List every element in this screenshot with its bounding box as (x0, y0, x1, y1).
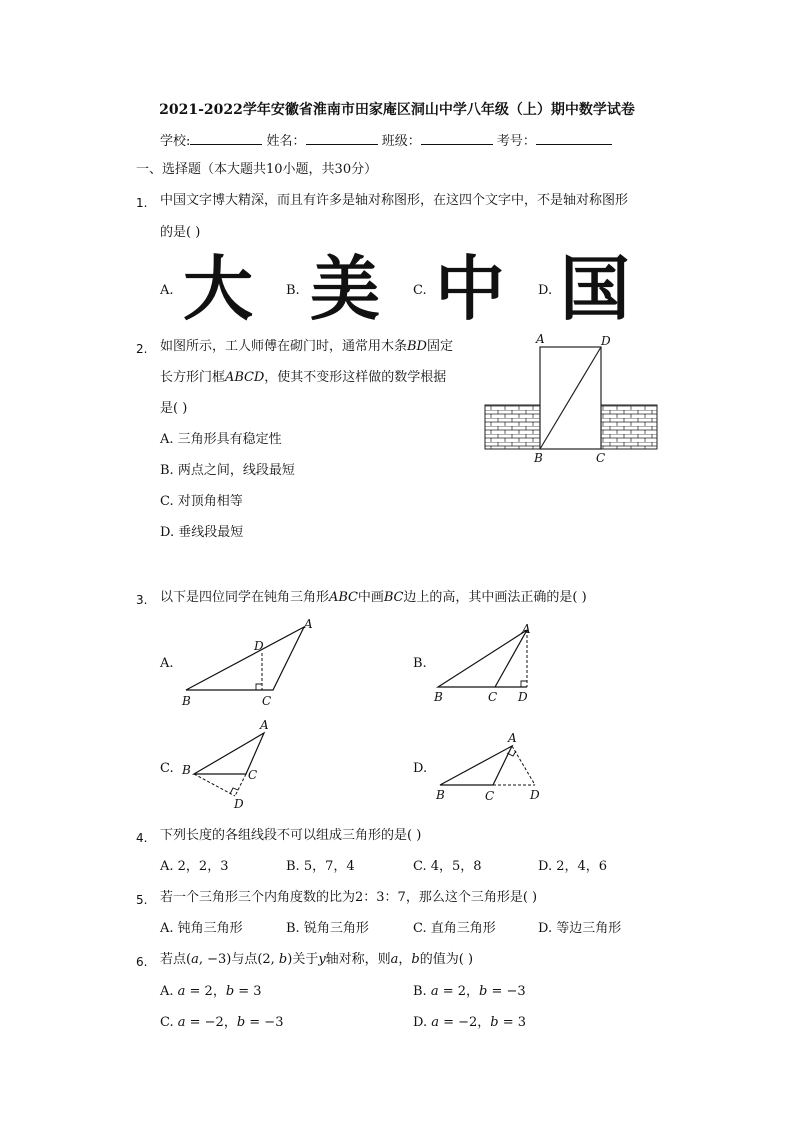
q4-option-a: A. 2，2，3 (160, 859, 229, 874)
fig-a-label-c: C (262, 694, 272, 708)
q3-figure-b (430, 615, 550, 710)
q1-stem-line2: 的是( ) (160, 225, 201, 240)
q6-option-c: C. 𝑎 = −2，𝑏 = −3 (160, 1015, 284, 1030)
q2-stem-line1: 如图所示，工人师傅在砌门时，通常用木条𝐵𝐷固定 (160, 339, 453, 354)
q5-stem: 若一个三角形三个内角度数的比为2：3：7，那么这个三角形是( ) (160, 890, 538, 905)
page-title: 2021-2022学年安徽省淮南市田家庵区洞山中学八年级（上）期中数学试卷 (159, 102, 635, 118)
q2-option-d: D. 垂线段最短 (160, 525, 244, 540)
info-school-label: 学校: (160, 134, 191, 149)
q5-option-c: C. 直角三角形 (413, 921, 496, 936)
q3-figure-d (430, 725, 560, 805)
q2-option-c: C. 对顶角相等 (160, 494, 243, 509)
fig-d-label-b: B (436, 788, 445, 802)
q3-option-b-label: B. (413, 656, 427, 671)
fig-c-label-b: B (182, 763, 191, 777)
name-blank (306, 132, 378, 145)
q4-number: 4. (136, 831, 148, 845)
right-brick-wall (601, 405, 657, 449)
info-class-label: 班级： (381, 134, 421, 149)
vertex-label-d: D (601, 334, 611, 348)
q6-option-b: B. 𝑎 = 2，𝑏 = −3 (413, 984, 526, 999)
q6-number: 6. (136, 955, 148, 969)
q3-option-d-label: D. (413, 761, 428, 776)
fig-d-label-a: A (508, 731, 517, 745)
q2-number: 2. (136, 342, 148, 356)
q6-option-a: A. 𝑎 = 2，𝑏 = 3 (160, 984, 262, 999)
q5-option-b: B. 锐角三角形 (286, 921, 369, 936)
fig-b-label-b: B (434, 690, 443, 704)
q6-stem: 若点(𝑎, −3)与点(2, 𝑏)关于𝑦轴对称，则𝑎，𝑏的值为( ) (160, 952, 474, 967)
fig-a-label-b: B (182, 694, 191, 708)
fig-d-label-c: C (485, 789, 495, 803)
info-number-label: 考号： (496, 134, 536, 149)
q1-option-d-char: 国 (560, 248, 630, 330)
q1-option-b-label: B. (286, 283, 300, 298)
q4-option-c: C. 4，5，8 (413, 859, 482, 874)
q2-option-b: B. 两点之间，线段最短 (160, 463, 295, 478)
vertex-label-c: C (596, 451, 606, 465)
q2-stem-line2: 长方形门框𝐴𝐵𝐶𝐷，使其不变形这样做的数学根据 (160, 370, 447, 385)
fig-a-label-a: A (304, 617, 313, 631)
q2-door-figure (480, 330, 670, 470)
q4-stem: 下列长度的各组线段不可以组成三角形的是( ) (160, 828, 422, 843)
q1-option-c-char: 中 (435, 248, 505, 330)
fig-d-label-d: D (530, 788, 540, 802)
fig-c-label-c: C (248, 768, 258, 782)
q3-option-c-label: C. (160, 761, 174, 776)
q5-number: 5. (136, 893, 148, 907)
fig-b-label-d: D (518, 690, 528, 704)
q1-option-d-label: D. (538, 283, 553, 298)
q1-option-b-char: 美 (310, 248, 380, 330)
vertex-label-b: B (534, 451, 543, 465)
q3-figure-a (178, 615, 318, 710)
q1-stem-line1: 中国文字博大精深，而且有许多是轴对称图形，在这四个文字中，不是轴对称图形 (160, 193, 629, 208)
section-heading: 一、选择题（本大题共10小题，共30分） (136, 162, 378, 177)
q1-option-a-char: 大 (183, 248, 253, 330)
q3-option-a-label: A. (160, 656, 174, 671)
q3-figure-c (178, 716, 278, 811)
fig-c-label-d: D (234, 797, 244, 811)
number-blank (536, 132, 612, 145)
fig-a-label-d: D (254, 639, 264, 653)
student-info-line (160, 130, 612, 149)
fig-c-label-a: A (260, 718, 269, 732)
info-name-label: 姓名： (266, 134, 306, 149)
q1-number: 1. (136, 196, 148, 210)
fig-b-label-c: C (488, 690, 498, 704)
fig-b-label-a: A (522, 622, 531, 636)
q5-option-d: D. 等边三角形 (538, 921, 622, 936)
q1-option-c-label: C. (413, 283, 427, 298)
school-blank (190, 132, 262, 145)
q3-stem: 以下是四位同学在钝角三角形𝐴𝐵𝐶中画𝐵𝐶边上的高，其中画法正确的是( ) (160, 590, 587, 605)
q5-option-a: A. 钝角三角形 (160, 921, 243, 936)
q4-option-b: B. 5，7，4 (286, 859, 355, 874)
q6-option-d: D. 𝑎 = −2，𝑏 = 3 (413, 1015, 527, 1030)
q3-number: 3. (136, 593, 148, 607)
vertex-label-a: A (536, 332, 545, 346)
class-blank (421, 132, 493, 145)
left-brick-wall (485, 405, 540, 449)
q1-option-a-label: A. (160, 283, 174, 298)
q4-option-d: D. 2，4，6 (538, 859, 608, 874)
q2-option-a: A. 三角形具有稳定性 (160, 432, 282, 447)
q2-stem-line3: 是( ) (160, 401, 188, 416)
